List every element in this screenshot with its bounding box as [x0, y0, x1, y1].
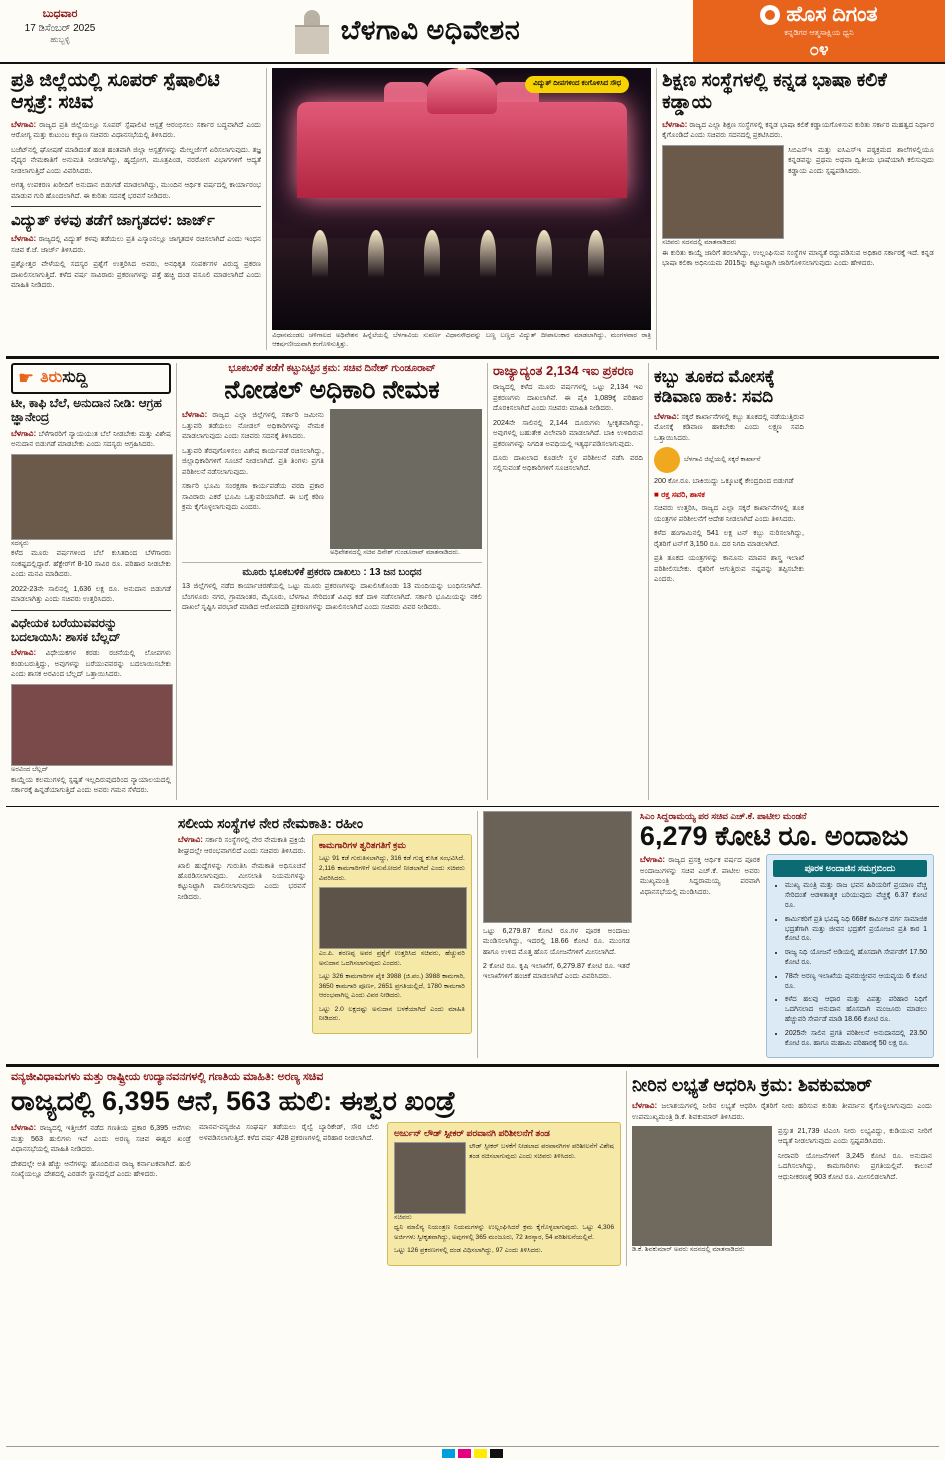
vidheyaka-para1 [11, 647, 171, 679]
masthead-day: ಬುಧವಾರ [42, 8, 78, 20]
list-item: • ಕಳೆದ ಹಲವು ಆಧಾರ ಮತ್ತು ವಿಪತ್ತು ಪರಿಹಾರ ನಿಧಿಗೆ ಒದಗಿಸಲಾದ ಅನುದಾನ ಹೊಸದಾಗಿ ಮಂಜೂರು ಮಾಡಲು ಹೆಚ್ಚುವರಿ ಸೇರ್ಪಡೆ ಮಾಡಿ 18.66 ಕೋಟಿ ರೂ. [785, 995, 927, 1024]
saliya-para1 [178, 834, 306, 856]
vidheyaka-portrait [11, 684, 173, 766]
arjun-portrait [394, 1142, 466, 1214]
water-column [626, 1071, 937, 1265]
tiru-brand-a: ತಿರು [40, 369, 63, 387]
cmyk-magenta [458, 1449, 471, 1458]
list-item: • 78ನೇ ಅರಣ್ಯ ಇಲಾಖೆಯ ಪುನರುಜ್ಜೀವನ ಆಯವ್ಯಯ 6 ಕೋಟಿ ರೂ. [785, 972, 927, 992]
photo-fountain [588, 230, 604, 278]
photo-fountain [312, 230, 328, 278]
vidheyaka-para2: ಕಾಯ್ದೆಯ ಕಲಮುಗಳಲ್ಲಿ ಸ್ಪಷ್ಟತೆ ಇಲ್ಲದಿರುವುದರಿಂದ ನ್ಯಾಯಾಲಯದಲ್ಲಿ ಸರ್ಕಾರಕ್ಕೆ ಹಿನ್ನಡೆಯಾಗುತ್ತಿದೆ ಎಂದು ಅವರು ಗಮನ ಸೆಳೆದರು. [11, 774, 171, 795]
water-photo [632, 1126, 772, 1246]
photo-fountain [424, 230, 440, 278]
worker-box-portrait [319, 887, 467, 949]
nodal-column [176, 363, 487, 800]
sugar-tagline [684, 456, 760, 465]
saliya-column [173, 811, 477, 1059]
stats-para1: ರಾಜ್ಯದಲ್ಲಿ ಕಳೆದ ಮೂರು ವರ್ಷಗಳಲ್ಲಿ ಒಟ್ಟು 2,134 ಇಐ ಪ್ರಕರಣಗಳು ದಾಖಲಾಗಿವೆ. ಈ ಪೈಕಿ 1,089ಕ್ಕೆ ಪರಿಹಾರ ದೊರಕಿಸಲಾಗಿದೆ ಎಂದು ಸಚಿವರು ಮಾಹಿತಿ ನೀಡಿದರು. [493, 382, 643, 413]
water-para3: ನೀರಾವರಿ ಯೋಜನೆಗಳಿಗೆ 3,245 ಕೋಟಿ ರೂ. ಅನುದಾನ ಒದಗಿಸಲಾಗಿದ್ದು, ಕಾಮಗಾರಿಗಳು ಪ್ರಗತಿಯಲ್ಲಿವೆ. ಕಾಲುವೆ ಆಧುನೀಕರಣಕ್ಕೆ 903 ಕೋಟಿ ರೂ. ಮೀಸಲಿಡಲಾಗಿದೆ. [778, 1150, 932, 1181]
nodal-kicker: ಭೂಕಬಳಿಕೆ ತಡೆಗೆ ಕಟ್ಟುನಿಟ್ಟಿನ ಕ್ರಮ: ಸಚಿವ ದಿನೇಶ್ ಗುಂಡೂರಾವ್ [228, 362, 436, 374]
lead-right-para2: ಸಿಬಿಎಸ್‌ಇ ಮತ್ತು ಐಸಿಎಸ್‌ಇ ಪಠ್ಯಕ್ರಮದ ಶಾಲೆಗಳಲ್ಲಿಯೂ ಕನ್ನಡವನ್ನು ಪ್ರಥಮ ಅಥವಾ ದ್ವಿತೀಯ ಭಾಷೆಯಾಗಿ ಕಲಿಸುವುದು ಕಡ್ಡಾಯ ಎಂದು ಸ್ಪಷ್ಟಪಡಿಸಿದರು. [788, 144, 935, 175]
budget-para1 [640, 854, 760, 897]
lead-left-text1: ರಾಜ್ಯದ ಪ್ರತಿ ಜಿಲ್ಲೆಯಲ್ಲೂ ಸೂಪರ್ ಸ್ಪೆಷಾಲಿಟಿ ಆಸ್ಪತ್ರೆ ಆರಂಭಿಸಲು ಸರ್ಕಾರ ಬದ್ಧವಾಗಿದೆ ಎಂದು ಆರೋಗ್ಯ ಮತ್ತು ಕುಟುಂಬ ಕಲ್ಯಾಣ ಸಚಿವರು ವಿಧಾನಸಭೆಯಲ್ಲಿ ತಿಳಿಸಿದರು. [11, 119, 262, 140]
photo-fountain [536, 230, 552, 278]
tiru-para1 [11, 428, 171, 450]
divider [11, 206, 261, 207]
wildlife-para2: ದೇಶದಲ್ಲೇ ಅತಿ ಹೆಚ್ಚು ಆನೆಗಳನ್ನು ಹೊಂದಿರುವ ರಾಜ್ಯ ಕರ್ನಾಟಕವಾಗಿದೆ. ಹುಲಿ ಸಂಖ್ಯೆಯಲ್ಲೂ ದೇಶದಲ್ಲಿ ಎರಡನೇ ಸ್ಥಾನದಲ್ಲಿದೆ ಎಂದು ಹೇಳಿದರು. [11, 1158, 191, 1179]
tiru-para3: 2022-23ನೇ ಸಾಲಿನಲ್ಲಿ 1,636 ಲಕ್ಷ ರೂ. ಅನುದಾನ ಬಿಡುಗಡೆ ಮಾಡಲಾಗಿತ್ತು ಎಂದು ಸಚಿವರು ಉತ್ತರಿಸಿದರು. [11, 583, 171, 604]
edition-number: ೦೪ [809, 39, 829, 59]
water-para1 [632, 1100, 932, 1122]
masthead-place: ಹುಬ್ಬಳ್ಳಿ [50, 35, 70, 44]
budget-photo-column [477, 811, 635, 1059]
tiru-portrait [11, 454, 173, 540]
water-text1: ಜಲಾಶಯಗಳಲ್ಲಿ ನೀರಿನ ಲಭ್ಯತೆ ಆಧರಿಸಿ ರೈತರಿಗೆ ನೀರು ಹರಿಸುವ ಕುರಿತು ತೀರ್ಮಾನ ಕೈಗೊಳ್ಳಲಾಗುವುದು ಎಂದು ಉಪಮುಖ್ಯಮಂತ್ರಿ ಡಿ.ಕೆ. ಶಿವಕುಮಾರ್ ತಿಳಿಸಿದರು. [632, 1100, 933, 1121]
wildlife-headline: ರಾಜ್ಯದಲ್ಲಿ 6,395 ಆನೆ, 563 ಹುಲಿ: ಈಶ್ವರ ಖಂಡ್ರೆ [11, 1086, 456, 1117]
sugar-para2: ಪ್ರತಿ ತೂಕದ ಯಂತ್ರಗಳನ್ನು ಕಾನೂನು ಮಾಪನ ಶಾಸ್ತ್ರ ಇಲಾಖೆ ಪರಿಶೀಲಿಸಬೇಕು. ರೈತರಿಗೆ ಆಗುತ್ತಿರುವ ನಷ್ಟವನ್ನು ತಪ್ಪಿಸಬೇಕು ಎಂದರು. [654, 553, 804, 584]
brand-lockup [760, 3, 877, 27]
list-item: • ಕಾರ್ಮಿಕರಿಗೆ ಪ್ರತಿ ಭವಿಷ್ಯ ನಿಧಿ 668ಕೆ ಕಾರ್ಮಿಕ ವರ್ಗ ಸಾಮಾಜಿಕ ಭದ್ರತೆಗಾಗಿ ಮತ್ತು ಜೀವನ ಭದ್ರತೆಗೆ ಪ್ರಯೋಜನ ಪ್ರತಿ ಕಾರ 1 ಕೋಟಿ ರೂ. [785, 915, 927, 944]
photo-fountain [480, 230, 496, 278]
tiru-column [6, 363, 176, 800]
lead-left-headline: ಪ್ರತಿ ಜಿಲ್ಲೆಯಲ್ಲಿ ಸೂಪರ್ ಸ್ಪೆಷಾಲಿಟಿ ಆಸ್ಪತ್ರೆ: ಸಚಿವ [11, 70, 220, 114]
lead-right-portrait [662, 145, 784, 239]
budget-column [635, 811, 939, 1059]
dateline: ಬೆಳಗಾವಿ: [177, 835, 203, 845]
arjun-para2: ಧ್ವನಿ ಮಾಲಿನ್ಯ ನಿಯಂತ್ರಣ ನಿಯಮಗಳನ್ನು ಉಲ್ಲಂಘಿಸಿದರೆ ಕ್ರಮ ಕೈಗೊಳ್ಳಲಾಗುವುದು. ಒಟ್ಟು 4,306 ಅರ್ಜಿಗಳು ಸ್ವೀಕೃತವಾಗಿದ್ದು, ಅವುಗಳಲ್ಲಿ 365 ಮಂಜೂರು, 72 ತಿರಸ್ಕಾರ, 54 ಪರಿಶೀಲನೆಯಲ್ಲಿವೆ. [394, 1224, 614, 1241]
hero-photo-caption: ವಿಧಾನಮಂಡಲ ಚಳಿಗಾಲದ ಅಧಿವೇಶನ ಹಿನ್ನೆಲೆಯಲ್ಲಿ ಬೆಳಗಾವಿಯ ಸುವರ್ಣ ವಿಧಾನಸೌಧವನ್ನು ಬಣ್ಣ ಬಣ್ಣದ ವಿದ್ಯುತ್ ದೀಪಾಲಂಕಾರ ಮಾಡಲಾಗಿದ್ದು, ಮಂಗಳವಾರ ರಾತ್ರಿ ಆಕರ್ಷಣೀಯವಾಗಿ ಕಂಗೊಳಿಸುತ್ತಿತ್ತು. [272, 332, 652, 348]
dateline: ಬೆಳಗಾವಿ: [11, 234, 37, 244]
lead-right-text1: ರಾಜ್ಯದ ಎಲ್ಲಾ ಶಿಕ್ಷಣ ಸಂಸ್ಥೆಗಳಲ್ಲಿ ಕನ್ನಡ ಭಾಷಾ ಕಲಿಕೆ ಕಡ್ಡಾಯಗೊಳಿಸುವ ಕುರಿತು ಸರ್ಕಾರ ಮಹತ್ವದ ನಿರ್ಧಾರ ಕೈಗೊಂಡಿದೆ ಎಂದು ಸಚಿವರು ಸದನದಲ್ಲಿ ಪ್ರಕಟಿಸಿದರು. [662, 119, 935, 140]
nodal-para1 [182, 409, 324, 441]
sugar-para3: ಸಚಿವರು ಉತ್ತರಿಸಿ, ರಾಜ್ಯದ ಎಲ್ಲಾ ಸಕ್ಕರೆ ಕಾರ್ಖಾನೆಗಳಲ್ಲಿ ತೂಕ ಯಂತ್ರಗಳ ಪರಿಶೀಲನೆಗೆ ಆದೇಶ ನೀಡಲಾಗಿದೆ ಎಂದು ತಿಳಿಸಿದರು. [654, 503, 804, 523]
arjun-box-headline: ಅರ್ಜುನ್ ಲೌಡ್ ಸ್ಪೀಕರ್ ಪರವಾನಗಿ ಪರಿಶೀಲನೆಗೆ ತಂಡ [394, 1128, 550, 1139]
nodal-para2: ಒತ್ತುವರಿ ತೆರವುಗೊಳಿಸಲು ವಿಶೇಷ ಕಾರ್ಯಪಡೆ ರಚಿಸಲಾಗಿದ್ದು, ಜಿಲ್ಲಾಧಿಕಾರಿಗಳಿಗೆ ಸೂಚನೆ ನೀಡಲಾಗಿದೆ. ಪ್ರತಿ ತಿಂಗಳು ಪ್ರಗತಿ ಪರಿಶೀಲನೆ ನಡೆಸಲಾಗುವುದು. [182, 445, 324, 476]
bottom-section [0, 1067, 945, 1265]
lead-right-para1 [662, 119, 934, 141]
middle-section [0, 359, 945, 800]
vidheyaka-text1: ವಿಧೇಯಕಗಳ ಕರಡು ರಚನೆಯಲ್ಲಿ ಲೋಪಗಳು ಕಂಡುಬರುತ್ತಿದ್ದು, ಅವುಗಳನ್ನು ಬರೆಯುವವರನ್ನು ಬದಲಾಯಿಸಬೇಕು ಎಂದು ಶಾಸಕ ಅರವಿಂದ ಬೆಲ್ಲದ್ ಒತ್ತಾಯಿಸಿದರು. [11, 648, 172, 679]
stats-para3: ದೂರು ದಾಖಲಾದ ಕೂಡಲೇ ಸ್ಥಳ ಪರಿಶೀಲನೆ ನಡೆಸಿ ವರದಿ ಸಲ್ಲಿಸುವಂತೆ ಅಧಿಕಾರಿಗಳಿಗೆ ಸೂಚಿಸಲಾಗಿದೆ. [493, 453, 643, 473]
vidheyaka-portrait-caption: ಅರವಿಂದ ಬೆಲ್ಲದ್ [11, 765, 49, 773]
lead-right-headline: ಶಿಕ್ಷಣ ಸಂಸ್ಥೆಗಳಲ್ಲಿ ಕನ್ನಡ ಭಾಷಾ ಕಲಿಕೆ ಕಡ್ಡಾಯ [662, 70, 887, 114]
color-registration-bar [0, 1449, 945, 1458]
worker-box-para4: ಒಟ್ಟು 2.0 ಲಕ್ಷದಷ್ಟು ಅನುದಾನ ಬಳಕೆಯಾಗಿದೆ ಎಂದು ಮಾಹಿತಿ ನೀಡಿದರು. [318, 1005, 465, 1023]
pointing-hand-icon: ☛ [18, 367, 35, 388]
dateline: ಬೆಳಗಾವಿ: [639, 855, 666, 865]
tiru-headline: ಟೀ, ಕಾಫಿ ಬೆಲೆ, ಅನುದಾನ ನೀಡಿ: ಆಗ್ರಹ ಜ್ಞಾನೇಂದ್ರ [11, 395, 162, 425]
dateline: ಬೆಳಗಾವಿ: [662, 119, 688, 129]
wildlife-kicker: ವನ್ಯಜೀವಿಧಾಮಗಳು ಮತ್ತು ರಾಷ್ಟ್ರೀಯ ಉದ್ಯಾನವನಗಳಲ್ಲಿ ಗಣತಿಯ ಮಾಹಿತಿ: ಅರಣ್ಯ ಸಚಿವ [11, 1071, 324, 1084]
tiru-logo-text [40, 369, 87, 387]
saliya-text1: ಸರ್ಕಾರಿ ಸಂಸ್ಥೆಗಳಲ್ಲಿ ನೇರ ನೇಮಕಾತಿ ಪ್ರಕ್ರಿಯೆ ಶೀಘ್ರದಲ್ಲೇ ಆರಂಭವಾಗಲಿದೆ ಎಂದು ಸಚಿವರು ತಿಳಿಸಿದರು. [177, 835, 306, 856]
mango-icon [654, 447, 680, 473]
lead-left2-text1: ರಾಜ್ಯದಲ್ಲಿ ವಿದ್ಯುತ್ ಕಳವು ತಡೆಯಲು ಪ್ರತಿ ಎಸ್ಕಾಂನಲ್ಲೂ ಜಾಗೃತದಳ ರಚಿಸಲಾಗಿದೆ ಎಂದು ಇಂಧನ ಸಚಿವ ಕೆ.ಜೆ. ಜಾರ್ಜ್ ತಿಳಿಸಿದರು. [11, 234, 262, 254]
budget-headline: 6,279 ಕೋಟಿ ರೂ. ಅಂದಾಜು [639, 820, 909, 851]
cmyk-yellow [474, 1449, 487, 1458]
top-section [0, 64, 945, 350]
tiru-text1: ಬೆಳೆಗಾರರಿಗೆ ನ್ಯಾಯಯುತ ಬೆಲೆ ನೀಡಬೇಕು ಮತ್ತು ವಿಶೇಷ ಅನುದಾನ ಬಿಡುಗಡೆ ಮಾಡಬೇಕು ಎಂದು ಸದಸ್ಯರು ಆಗ್ರಹಿಸಿದರು. [11, 428, 171, 449]
lead-left2-headline: ವಿದ್ಯುತ್ ಕಳವು ತಡೆಗೆ ಜಾಗೃತದಳ: ಜಾರ್ಜ್ [11, 212, 215, 230]
saliya-spacer [6, 811, 173, 1059]
nodal-text1: ರಾಜ್ಯದ ಎಲ್ಲಾ ಜಿಲ್ಲೆಗಳಲ್ಲಿ ಸರ್ಕಾರಿ ಜಮೀನು ಒತ್ತುವರಿ ತಡೆಯಲು ನೋಡಲ್ ಅಧಿಕಾರಿಗಳನ್ನು ನೇಮಕ ಮಾಡಲಾಗುವುದು ಎಂದು ಸಚಿವರು ಸದನಕ್ಕೆ ತಿಳಿಸಿದರು. [182, 410, 324, 441]
nodal-para3: ಸರ್ಕಾರಿ ಭೂಮಿ ಸಂರಕ್ಷಣಾ ಕಾರ್ಯಪಡೆಯ ವರದಿ ಪ್ರಕಾರ ಸಾವಿರಾರು ಎಕರೆ ಭೂಮಿ ಒತ್ತುವರಿಯಾಗಿದೆ. ಈ ಬಗ್ಗೆ ಕಠಿಣ ಕ್ರಮ ಕೈಗೊಳ್ಳಲಾಗುವುದು ಎಂದರು. [182, 481, 324, 511]
tiru-logo [11, 363, 171, 394]
worker-box-para3: ಒಟ್ಟು 326 ಕಾಮಗಾರಿಗಳ ಪೈಕಿ 3988 (ಜಿ.ಪಂ.) 3988 ಕಾಮಗಾರಿ, 3650 ಕಾಮಗಾರಿ ಪೂರ್ಣ, 2651 ಪ್ರಗತಿಯಲ್ಲಿದೆ, 1780 ಕಾಮಗಾರಿ ಆರಂಭವಾಗಿಲ್ಲ ಎಂದು ವಿವರ ನೀಡಿದರು. [318, 973, 465, 1000]
photo-fountain [368, 230, 384, 278]
masthead-date-block [0, 0, 120, 62]
lower-middle-section [0, 807, 945, 1059]
lead-right-portrait-caption: ಸಚಿವರು ಸದನದಲ್ಲಿ ಮಾತನಾಡಿದರು [662, 238, 737, 246]
worker-box-para1: ಒಟ್ಟು 91 ಕಡೆ ಗುರುತಿಸಲಾಗಿದ್ದು, 316 ಕಡೆ ಗುಡ್ಡ ಕುಸಿತ ಸಂಭವಿಸಿದೆ. 2,116 ಕಾಮಗಾರಿಗಳಿಗೆ ಅನುಮೋದನೆ ನೀಡಲಾಗಿದೆ ಎಂದು ಸಚಿವರು ವಿವರಿಸಿದರು. [318, 855, 465, 882]
brand-tagline: ಕನ್ನಡಿಗರ ಆತ್ಮಸಾಕ್ಷಿಯ ಧ್ವನಿ [784, 27, 854, 37]
stats-headline: ರಾಜ್ಯಾದ್ಯಂತ 2,134 ಇಐ ಪ್ರಕರಣ [493, 362, 634, 378]
dateline: ಬೆಳಗಾವಿ: [632, 1100, 658, 1110]
nodal-headline: ನೋಡಲ್ ಅಧಿಕಾರಿ ನೇಮಕ [224, 375, 440, 404]
dateline: ಬೆಳಗಾವಿ: [182, 410, 208, 420]
stats-para2: 2024ನೇ ಸಾಲಿನಲ್ಲಿ 2,144 ದೂರುಗಳು ಸ್ವೀಕೃತವಾಗಿದ್ದು, ಅವುಗಳಲ್ಲಿ ಬಹುತೇಕ ವಿಲೇವಾರಿ ಮಾಡಲಾಗಿದೆ. ಬಾಕಿ ಉಳಿದಿರುವ ಪ್ರಕರಣಗಳನ್ನು ನಿಗದಿತ ಅವಧಿಯಲ್ಲಿ ಇತ್ಯರ್ಥಪಡಿಸಲಾಗುವುದು. [493, 417, 643, 448]
center-sub-headline: ಮೂರು ಭೂಕಬಳಿಕೆ ಪ್ರಕರಣ ದಾಖಲು : 13 ಜನ ಬಂಧನ [242, 567, 422, 579]
page-title: ಬೆಳಗಾವಿ ಅಧಿವೇಶನ [340, 15, 521, 45]
dateline: ಬೆಳಗಾವಿ: [11, 119, 37, 129]
water-photo-caption: ಡಿ.ಕೆ. ಶಿವಕುಮಾರ್ ಅವರು ಸದನದಲ್ಲಿ ಮಾತನಾಡಿದರು [632, 1245, 745, 1253]
masthead-date: 17 ಡಿಸೆಂಬರ್ 2025 [24, 23, 96, 34]
worker-box-para2: ಎಂ.ಪಿ. ಶರಣಪ್ಪ ಅವರ ಪ್ರಶ್ನೆಗೆ ಉತ್ತರಿಸಿದ ಸಚಿವರು, ಹೆಚ್ಚುವರಿ ಅನುದಾನ ಒದಗಿಸಲಾಗುವುದು ಎಂದರು. [318, 950, 465, 967]
footer-rule [6, 1446, 939, 1447]
top-center-column [266, 68, 656, 350]
stats-column [487, 363, 648, 800]
lead-left-para2: ಬಜೆಟ್‌ನಲ್ಲಿ ಘೋಷಣೆ ಮಾಡಿದಂತೆ ಹಂತ ಹಂತವಾಗಿ ಜಿಲ್ಲಾ ಆಸ್ಪತ್ರೆಗಳನ್ನು ಮೇಲ್ದರ್ಜೆಗೆ ಏರಿಸಲಾಗುವುದು. ತಜ್ಞ ವೈದ್ಯರ ನೇಮಕಾತಿಗೆ ಅನುಮತಿ ನೀಡಲಾಗಿದ್ದು, ಹೃದ್ರೋಗ, ಮೂತ್ರಪಿಂಡ, ನರರೋಗ ವಿಭಾಗಗಳಿಗೆ ಆದ್ಯತೆ ನೀಡಲಾಗುತ್ತಿದೆ ಎಂದು ವಿವರಿಸಿದರು. [11, 144, 262, 175]
dateline: ಬೆಳಗಾವಿ: [654, 411, 680, 421]
center-sub-body: 13 ಜಿಲ್ಲೆಗಳಲ್ಲಿ ನಡೆದ ಕಾರ್ಯಾಚರಣೆಯಲ್ಲಿ ಒಟ್ಟು ಮೂರು ಪ್ರಕರಣಗಳನ್ನು ದಾಖಲಿಸಿಕೊಂಡು 13 ಮಂದಿಯನ್ನು ಬಂಧಿಸಲಾಗಿದೆ. ಬೆಂಗಳೂರು ನಗರ, ಗ್ರಾಮಾಂತರ, ಮೈಸೂರು, ಬೆಳಗಾವಿ ಸೇರಿದಂತೆ ವಿವಿಧ ಕಡೆ ದಾಳಿ ನಡೆಸಲಾಗಿದೆ. ಸರ್ಕಾರಿ ಭೂಮಿಯನ್ನು ನಕಲಿ ದಾಖಲೆ ಸೃಷ್ಟಿಸಿ ಪರಭಾರೆ ಮಾಡಿದ ಆರೋಪದಡಿ ಪ್ರಕರಣಗಳನ್ನು ದಾಖಲಿಸಲಾಗಿದೆ ಎಂದು ಸಚಿವರು ವಿವರ ನೀಡಿದರು. [182, 581, 482, 612]
cmyk-cyan [442, 1449, 455, 1458]
dateline: ಬೆಳಗಾವಿ: [11, 648, 37, 658]
budget-kicker: ಸಿಎಂ ಸಿದ್ದರಾಮಯ್ಯ ಪರ ಸಚಿವ ಎಚ್.ಕೆ. ಪಾಟೀಲ ಮಂಡನೆ [639, 810, 807, 821]
budget-para2: ಒಟ್ಟು 6,279.87 ಕೋಟಿ ರೂ.ಗಳ ಪೂರಕ ಅಂದಾಜು ಮಂಡಿಸಲಾಗಿದ್ದು, ಇದರಲ್ಲಿ 18.66 ಕೋಟಿ ರೂ. ಮುಂಗಡ ಹಾಗೂ ಉಳಿದ ಮೊತ್ತ ಹೊಸ ಯೋಜನೆಗಳಿಗೆ ಮೀಸಲಾಗಿದೆ. [482, 925, 630, 956]
top-left-column [6, 68, 266, 350]
tiru-brand-b: ಸುದ್ದಿ [62, 369, 88, 387]
sugar-tagline-1: ಬೆಳಗಾವಿ ಜಿಲ್ಲೆಯಲ್ಲಿ [684, 455, 727, 463]
vidheyaka-headline: ವಿಧೇಯಕ ಬರೆಯುವವರನ್ನು ಬದಲಾಯಿಸಿ: ಶಾಸಕ ಬೆಲ್ಲದ್ [11, 615, 121, 645]
masthead [0, 0, 945, 64]
lead-left-para1 [11, 119, 261, 141]
budget-bullet-list [773, 881, 927, 1048]
budget-para3: 2 ಕೋಟಿ ರೂ. ಕೃಷಿ ಇಲಾಖೆಗೆ, 6,279.87 ಕೋಟಿ ರೂ. ಇತರೆ ಇಲಾಖೆಗಳಿಗೆ ಹಂಚಿಕೆ ಮಾಡಲಾಗಿದೆ ಎಂದು ವಿವರಿಸಿದರು. [482, 961, 630, 981]
budget-portrait [483, 811, 632, 923]
arjun-portrait-caption: ಸಚಿವರು [394, 1214, 412, 1222]
list-item: • ಮುಖ್ಯ ಮಂತ್ರಿ ಮತ್ತು ರಾಜ ಭವನ ಹಿರಿಯರಿಗೆ ಪ್ರಯಾಣ ವೆಚ್ಚ ಸೇರಿದಂತೆ ಆಡಳಿತಾತ್ಮಕ ಬರಿಯುವುದು ವೆಚ್ಚಕ್ಕೆ 6.37 ಕೋಟಿ ರೂ. [785, 881, 927, 910]
sun-icon [760, 5, 780, 25]
dateline: ಬೆಳಗಾವಿ: [11, 428, 37, 438]
lead-left-para3: ಅಗತ್ಯ ಉಪಕರಣ ಖರೀದಿಗೆ ಅನುದಾನ ಬಿಡುಗಡೆ ಮಾಡಲಾಗಿದ್ದು, ಮುಂದಿನ ಆರ್ಥಿಕ ವರ್ಷದಲ್ಲಿ ಕಾರ್ಯಾರಂಭ ಮಾಡುವ ಗುರಿ ಹೊಂದಲಾಗಿದೆ. ಈ ಕುರಿತು ಸದನಕ್ಕೆ ಭರವಸೆ ನೀಡಿದರು. [11, 180, 262, 200]
wildlife-para3: ಮಾನವ-ವನ್ಯಜೀವಿ ಸಂಘರ್ಷ ತಡೆಯಲು ರೈಲ್ವೆ ಬ್ಯಾರಿಕೇಡ್, ಸೌರ ಬೇಲಿ ಅಳವಡಿಸಲಾಗುತ್ತಿದೆ. ಕಳೆದ ವರ್ಷ 428 ಪ್ರಕರಣಗಳಲ್ಲಿ ಪರಿಹಾರ ನೀಡಲಾಗಿದೆ. [199, 1122, 379, 1142]
nodal-photo [330, 409, 482, 549]
worker-box-headline: ಕಾಮಗಾರಿಗಳ ತ್ವರಿತಗತಿಗೆ ಕ್ರಮ [318, 840, 406, 851]
sugar-text1: ಸಕ್ಕರೆ ಕಾರ್ಖಾನೆಗಳಲ್ಲಿ ಕಬ್ಬು ತೂಕದಲ್ಲಿ ನಡೆಯುತ್ತಿರುವ ಮೋಸಕ್ಕೆ ಕಡಿವಾಣ ಹಾಕಬೇಕು ಎಂದು ಲಕ್ಷ್ಮಣ ಸವದಿ ಒತ್ತಾಯಿಸಿದರು. [654, 411, 804, 442]
divider [182, 562, 482, 563]
saliya-para2: ಖಾಲಿ ಹುದ್ದೆಗಳನ್ನು ಗುರುತಿಸಿ ನೇಮಕಾತಿ ಅಧಿಸೂಚನೆ ಹೊರಡಿಸಲಾಗುವುದು. ಮೀಸಲಾತಿ ನಿಯಮಗಳನ್ನು ಕಟ್ಟುನಿಟ್ಟಾಗಿ ಪಾಲಿಸಲಾಗುವುದು ಎಂದು ಭರವಸೆ ನೀಡಿದರು. [177, 860, 306, 901]
sugar-headline: ಕಬ್ಬು ತೂಕದ ಮೋಸಕ್ಕೆ ಕಡಿವಾಣ ಹಾಕಿ: ಸವದಿ [654, 366, 775, 407]
water-headline: ನೀರಿನ ಲಭ್ಯತೆ ಆಧರಿಸಿ ಕ್ರಮ: ಶಿವಕುಮಾರ್ [632, 1075, 873, 1096]
lead-left2-para2: ಪ್ರಶ್ನೋತ್ತರ ವೇಳೆಯಲ್ಲಿ ಸದಸ್ಯರ ಪ್ರಶ್ನೆಗೆ ಉತ್ತರಿಸಿದ ಅವರು, ಅನಧಿಕೃತ ಸಂಪರ್ಕಗಳ ವಿರುದ್ಧ ಪ್ರಕರಣ ದಾಖಲಿಸಲಾಗುತ್ತಿದೆ. ಕಳೆದ ವರ್ಷ ಸಾವಿರಾರು ಪ್ರಕರಣಗಳನ್ನು ಪತ್ತೆ ಹಚ್ಚಿ ದಂಡ ವಸೂಲಿ ಮಾಡಲಾಗಿದೆ ಎಂದು ಮಾಹಿತಿ ನೀಡಿದರು. [11, 259, 262, 289]
tiru-para2: ಕಳೆದ ಮೂರು ವರ್ಷಗಳಿಂದ ಬೆಲೆ ಕುಸಿತದಿಂದ ಬೆಳೆಗಾರರು ಸಂಕಷ್ಟದಲ್ಲಿದ್ದಾರೆ. ಹೆಕ್ಟೇರ್‌ಗೆ 8-10 ಸಾವಿರ ರೂ. ಪರಿಹಾರ ನೀಡಬೇಕು ಎಂದು ಮನವಿ ಮಾಡಿದರು. [11, 548, 171, 579]
list-item: • 2025ನೇ ಸಾಲಿನ ಪ್ರಗತಿ ಪರಿಶೀಲನೆ ಅನುದಾನದಲ್ಲಿ 23.50 ಕೋಟಿ ರೂ. ಹಾಗೂ ಮಹಾಮಿ ಪರಿಹಾರಕ್ಕೆ 50 ಲಕ್ಷ ರೂ. [785, 1029, 927, 1049]
sugar-note-head: ■ ರಕ್ತ ಸವರಿ, ಶಾಸಕ [654, 490, 705, 500]
wildlife-column [6, 1071, 626, 1265]
arjun-para3: ಒಟ್ಟು 126 ಪ್ರಕರಣಗಳಲ್ಲಿ ದಂಡ ವಿಧಿಸಲಾಗಿದ್ದು, 97 ಎಂದು ತಿಳಿಸಿದರು. [394, 1247, 543, 1255]
dateline: ಬೆಳಗಾವಿ: [11, 1123, 37, 1133]
dome-icon [293, 10, 331, 52]
hero-photo [272, 68, 651, 330]
sugar-para4: ಕಳೆದ ಹಂಗಾಮಿನಲ್ಲಿ 541 ಲಕ್ಷ ಟನ್ ಕಬ್ಬು ನುರಿಸಲಾಗಿದ್ದು, ರೈತರಿಗೆ ಟನ್‌ಗೆ 3,150 ರೂ. ದರ ನಿಗದಿ ಮಾಡಲಾಗಿದೆ. [654, 528, 804, 548]
masthead-title-block [120, 0, 693, 62]
wildlife-text1: ರಾಜ್ಯದಲ್ಲಿ ಇತ್ತೀಚೆಗೆ ನಡೆದ ಗಣತಿಯ ಪ್ರಕಾರ 6,395 ಆನೆಗಳು ಮತ್ತು 563 ಹುಲಿಗಳು ಇವೆ ಎಂದು ಅರಣ್ಯ ಸಚಿವ ಈಶ್ವರ ಖಂಡ್ರೆ ವಿಧಾನಸಭೆಯಲ್ಲಿ ಮಾಹಿತಿ ನೀಡಿದರು. [11, 1123, 192, 1154]
divider [11, 610, 171, 611]
budget-text1: ರಾಜ್ಯದ ಪ್ರಸಕ್ತ ಆರ್ಥಿಕ ವರ್ಷದ ಪೂರಕ ಅಂದಾಜುಗಳನ್ನು ಸಚಿವ ಎಚ್.ಕೆ. ಪಾಟೀಲ ಅವರು ಮುಖ್ಯಮಂತ್ರಿ ಸಿದ್ದರಾಮಯ್ಯ ಪರವಾಗಿ ವಿಧಾನಸಭೆಯಲ್ಲಿ ಮಂಡಿಸಿದರು. [639, 855, 760, 896]
cmyk-black [490, 1449, 503, 1458]
tiru-portrait-caption: ಸದಸ್ಯರು [11, 539, 29, 547]
masthead-brand-block [693, 0, 945, 62]
budget-box-title: ಪೂರಕ ಅಂದಾಜಿನ ಸಮಗ್ರಬಿಂದು [773, 860, 927, 877]
nodal-photo-caption: ಅಧಿವೇಶನದಲ್ಲಿ ಸಚಿವ ದಿನೇಶ್ ಗುಂಡೂರಾವ್ ಮಾತನಾಡಿದರು. [330, 549, 460, 557]
lead-right-para3: ಈ ಕುರಿತು ಕಾಯ್ದೆ ಜಾರಿಗೆ ತರಲಾಗಿದ್ದು, ಉಲ್ಲಂಘಿಸುವ ಸಂಸ್ಥೆಗಳ ಮಾನ್ಯತೆ ರದ್ದುಪಡಿಸುವ ಅಧಿಕಾರ ಸರ್ಕಾರಕ್ಕೆ ಇದೆ. ಕನ್ನಡ ಭಾಷಾ ಕಲಿಕಾ ಅಧಿನಿಯಮ 2015ನ್ನು ಕಟ್ಟುನಿಟ್ಟಾಗಿ ಜಾರಿಗೊಳಿಸಲಾಗುವುದು ಎಂದು ಹೇಳಿದರು. [662, 247, 935, 268]
wildlife-para1 [11, 1122, 191, 1154]
photo-building [297, 102, 627, 198]
water-para2: ಪ್ರಸ್ತುತ 21,739 ಟಿಎಂಸಿ ನೀರು ಲಭ್ಯವಿದ್ದು, ಕುಡಿಯುವ ನೀರಿಗೆ ಆದ್ಯತೆ ನೀಡಲಾಗುವುದು ಎಂದು ಸ್ಪಷ್ಟಪಡಿಸಿದರು. [778, 1125, 932, 1146]
top-right-column [656, 68, 939, 350]
arjun-para1: ಲೌಡ್ ಸ್ಪೀಕರ್ ಬಳಕೆಗೆ ನೀಡಲಾದ ಪರವಾನಗಿಗಳ ಪರಿಶೀಲನೆಗೆ ವಿಶೇಷ ತಂಡ ರಚಿಸಲಾಗುವುದು ಎಂದು ಸಚಿವರು ತಿಳಿಸಿದರು. [469, 1143, 614, 1160]
saliya-headline: ಸಲೀಯ ಸಂಸ್ಥೆಗಳ ನೇರ ನೇಮಕಾತಿ: ರಹೀಂ [177, 814, 364, 831]
list-item: • ರಾಜ್ಯ ನಿಧಿ ಯೋಜನೆ ಅಡಿಯಲ್ಲಿ ಹೊಸದಾಗಿ ಸೇರ್ಪಡೆಗೆ 17.50 ಕೋಟಿ ರೂ. [785, 948, 927, 968]
sugar-tagline-2: ಸಕ್ಕರೆ ಕಾರ್ಖಾನೆ [727, 455, 761, 463]
sugar-column [648, 363, 809, 800]
lead-left2-para1 [11, 233, 261, 255]
brand-name: ಹೊಸ ದಿಗಂತ [786, 2, 878, 26]
sugar-amount-note: 200 ಕೋ.ರೂ. ಬಾಕಿಯಿದ್ದು ಒಕ್ಕೂಟಕ್ಕೆ ಕೇಂದ್ರದಿಂದ ಬಿಡುಗಡೆ [654, 476, 794, 486]
sugar-para1 [654, 411, 804, 443]
photo-callout: ವಿದ್ಯುತ್ ದೀಪಗಳಿಂದ ಕಂಗೊಳಿಸಿದ ಸೌಧ [525, 76, 629, 93]
